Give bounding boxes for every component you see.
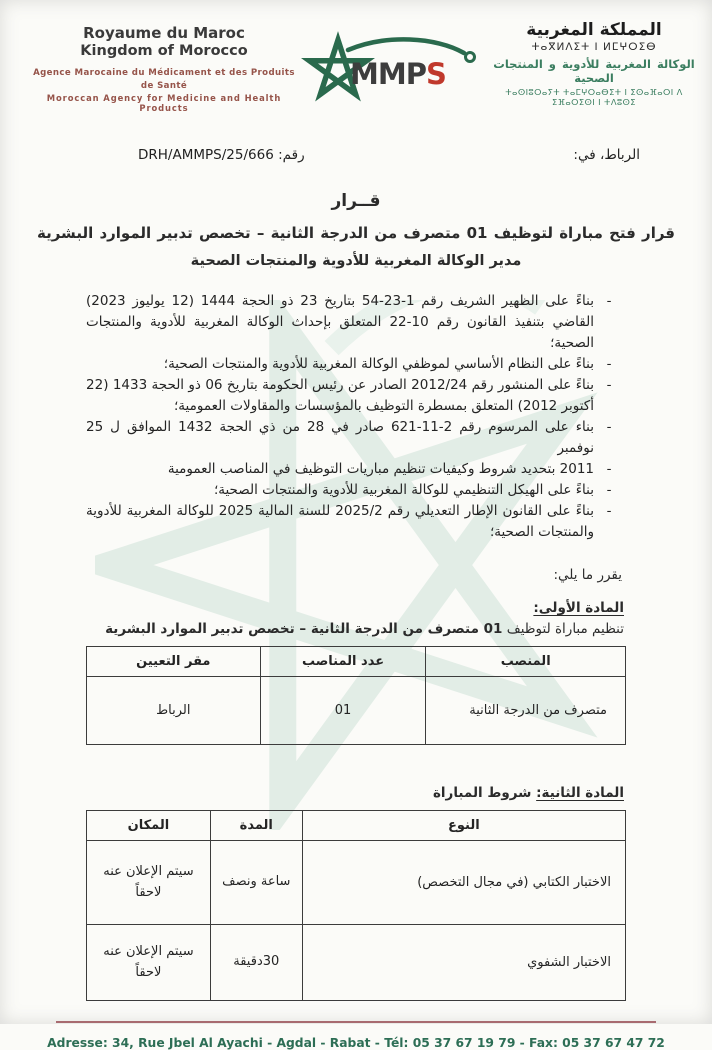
col-location: المكان bbox=[87, 811, 211, 841]
reference-row bbox=[0, 147, 712, 163]
ammps-wordmark bbox=[350, 57, 446, 91]
table-row: الاختبار الكتابي (في مجال التخصص) ساعة ونصف سيتم الإعلان عنه لاحقاً bbox=[87, 841, 626, 925]
footer-address: Adresse: 34, Rue Jbel Al Ayachi - Agdal - Rabat - Tél: 05 37 67 19 79 - Fax: 05 37 67 47 72 bbox=[47, 1036, 665, 1050]
citation-item: - بناءً على النظام الأساسي لموظفي الوكالة المغربية للأدوية والمنتجات الصحية؛ bbox=[86, 354, 624, 375]
col-number-of-posts: عدد المناصب bbox=[260, 647, 426, 677]
citation-item: - بناءً على الهيكل التنظيمي للوكالة المغربية للأدوية والمنتجات الصحية؛ bbox=[86, 480, 624, 501]
agency-en-label: Moroccan Agency for Medicine and Health Products bbox=[46, 93, 282, 114]
kingdom-fr-label: Royaume du Maroc bbox=[83, 24, 245, 42]
ammps-wordmark-dark: MMP bbox=[350, 57, 426, 91]
kingdom-ar-label: المملكة المغربية bbox=[526, 20, 662, 40]
decision-intro: يقرر ما يلي: bbox=[553, 567, 622, 584]
table-header-row bbox=[87, 647, 626, 677]
citation-item: - بناءً على الظهير الشريف رقم 1-23-54 بتاريخ 23 ذو الحجة 1444 (12 يوليوز 2023) القاضي بتنفيذ القانون رقم 10-22 المتعلق بإحداث الوكالة المغربية للأدوية والمنتجات الصحية؛ bbox=[86, 291, 624, 354]
table-row: الاختبار الشفوي 30دقيقة سيتم الإعلان عنه لاحقاً bbox=[87, 925, 626, 1001]
header-latin-block bbox=[30, 20, 298, 113]
agency-tifinagh-label: ⵜⴰⵙⵏⵓⵔⴰⵢⵜ ⵜⴰⵎⵖⵔⴰⴱⵉⵜ ⵏ ⵉⵙⴰⴼⴰⵔⵏ ⴷ ⵉⴼⴰⵔⵉⵙⵏ ⵏ ⵜⴷⵓⵙⵉ bbox=[505, 87, 683, 107]
agency-ar-label: الوكالة المغربية للأدوية و المنتجات الصحية bbox=[493, 57, 695, 85]
reference-number: رقم: 666/DRH/AMMPS/25 bbox=[138, 147, 305, 164]
citation-item: - بناء على المرسوم رقم 2-11-621 صادر في 28 من ذي الحجة 1432 الموافق ل 25 نوفمبر bbox=[86, 417, 624, 459]
article2-heading: المادة الثانية: شروط المباراة bbox=[432, 785, 624, 802]
table-row: متصرف من الدرجة الثانية 01 الرباط bbox=[87, 677, 626, 745]
legal-citations-list bbox=[86, 291, 624, 543]
citation-item: - بناءً على المنشور رقم 2012/24 الصادر عن رئيس الحكومة بتاريخ 06 ذو الحجة 1433 (22 أكتوبر 2012) المتعلق بمسطرة التوظيف بالمؤسسات والمقاولات العمومية؛ bbox=[86, 375, 624, 417]
footer-divider bbox=[56, 1021, 656, 1023]
col-position: المنصب bbox=[426, 647, 626, 677]
ammps-logo bbox=[298, 24, 480, 110]
agency-fr-label: Agence Marocaine du Médicament et des Produits de Santé bbox=[33, 67, 295, 92]
document-header bbox=[0, 0, 712, 113]
header-arabic-block bbox=[480, 20, 706, 107]
article1-text: تنظيم مباراة لتوظيف 01 متصرف من الدرجة الثانية – تخصص تدبير الموارد البشرية bbox=[105, 621, 624, 638]
kingdom-en-label: Kingdom of Morocco bbox=[80, 42, 248, 59]
citation-item: - بناءً على القانون الإطار التعديلي رقم 2025/2 للسنة المالية 2025 للوكالة المغربية للأدوية والمنتجات الصحية؛ bbox=[86, 501, 624, 543]
exam-conditions-table bbox=[86, 810, 626, 1001]
decision-subject-line: قرار فتح مباراة لتوظيف 01 متصرف من الدرجة الثانية – تخصص تدبير الموارد البشرية bbox=[37, 224, 675, 243]
col-assignment-location: مقر التعيين bbox=[87, 647, 261, 677]
decision-issuer-line: مدير الوكالة المغربية للأدوية والمنتجات الصحية bbox=[190, 253, 522, 270]
kingdom-tifinagh-label: ⵜⴰⴳⵍⴷⵉⵜ ⵏ ⵍⵎⵖⵔⵉⴱ bbox=[531, 41, 657, 53]
col-duration: المدة bbox=[210, 811, 302, 841]
place-date-label: الرباط، في: bbox=[573, 147, 640, 164]
citation-item: - 2011 بتحديد شروط وكيفيات تنظيم مباريات التوظيف في المناصب العمومية bbox=[86, 459, 624, 480]
table-header-row bbox=[87, 811, 626, 841]
col-exam-type: النوع bbox=[302, 811, 625, 841]
article1-heading: المادة الأولى: bbox=[533, 600, 624, 617]
ammps-wordmark-red: S bbox=[425, 57, 446, 91]
decision-title: قــرار bbox=[331, 191, 381, 212]
positions-table bbox=[86, 646, 626, 745]
